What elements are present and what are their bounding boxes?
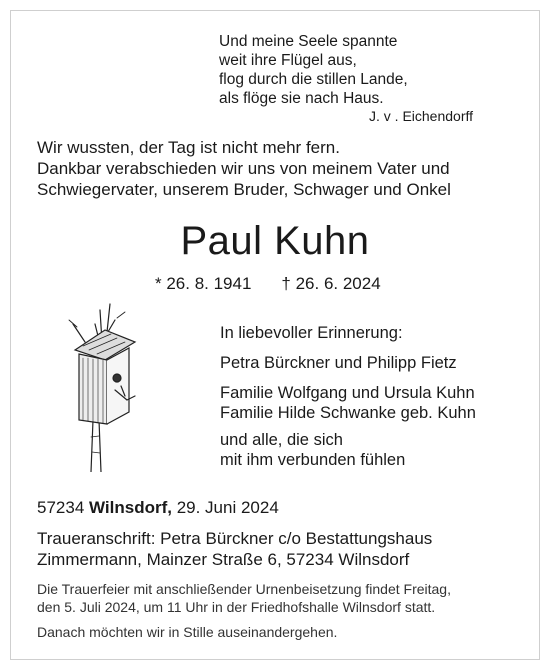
deceased-name: Paul Kuhn xyxy=(180,219,370,263)
place-date xyxy=(37,498,279,518)
intro-line: Schwiegervater, unserem Bruder, Schwager und Onkel xyxy=(37,180,451,199)
note-line: den 5. Juli 2024, um 11 Uhr in der Friedhofshalle Wilnsdorf statt. xyxy=(37,599,436,615)
intro-text xyxy=(37,137,451,200)
zip-code: 57234 xyxy=(37,498,85,517)
poem-line: flog durch die stillen Lande, xyxy=(219,71,408,88)
mourner-line: mit ihm verbunden fühlen xyxy=(220,451,406,469)
birdhouse-icon xyxy=(55,302,145,472)
life-dates xyxy=(155,274,411,294)
notice-date: 29. Juni 2024 xyxy=(176,498,279,517)
poem-line: Und meine Seele spannte xyxy=(219,33,398,50)
intro-line: Wir wussten, der Tag ist nicht mehr fern. xyxy=(37,138,340,157)
death-date: † 26. 6. 2024 xyxy=(281,274,381,293)
birth-date: * 26. 8. 1941 xyxy=(155,274,252,293)
address-line: Traueranschrift: Petra Bürckner c/o Bestattungshaus xyxy=(37,529,433,548)
service-notes xyxy=(37,580,451,641)
poem xyxy=(219,32,408,108)
intro-line: Dankbar verabschieden wir uns von meinem Vater und xyxy=(37,159,450,178)
poem-line: als flöge sie nach Haus. xyxy=(219,90,384,107)
address-line: Zimmermann, Mainzer Straße 6, 57234 Wilnsdorf xyxy=(37,550,410,569)
mourning-address xyxy=(37,528,432,570)
mourner-line: und alle, die sich xyxy=(220,431,343,449)
mourners-heading: In liebevoller Erinnerung: xyxy=(220,324,403,342)
town: Wilnsdorf, xyxy=(89,498,172,517)
mourners xyxy=(220,323,476,470)
poem-author: J. v . Eichendorff xyxy=(369,108,474,124)
mourner-line: Familie Hilde Schwanke geb. Kuhn xyxy=(220,404,476,422)
note-line: Die Trauerfeier mit anschließender Urnenbeisetzung findet Freitag, xyxy=(37,581,451,597)
poem-line: weit ihre Flügel aus, xyxy=(219,52,357,69)
mourner-line: Petra Bürckner und Philipp Fietz xyxy=(220,354,457,372)
note-line: Danach möchten wir in Stille auseinandergehen. xyxy=(37,624,338,640)
mourner-line: Familie Wolfgang und Ursula Kuhn xyxy=(220,384,475,402)
